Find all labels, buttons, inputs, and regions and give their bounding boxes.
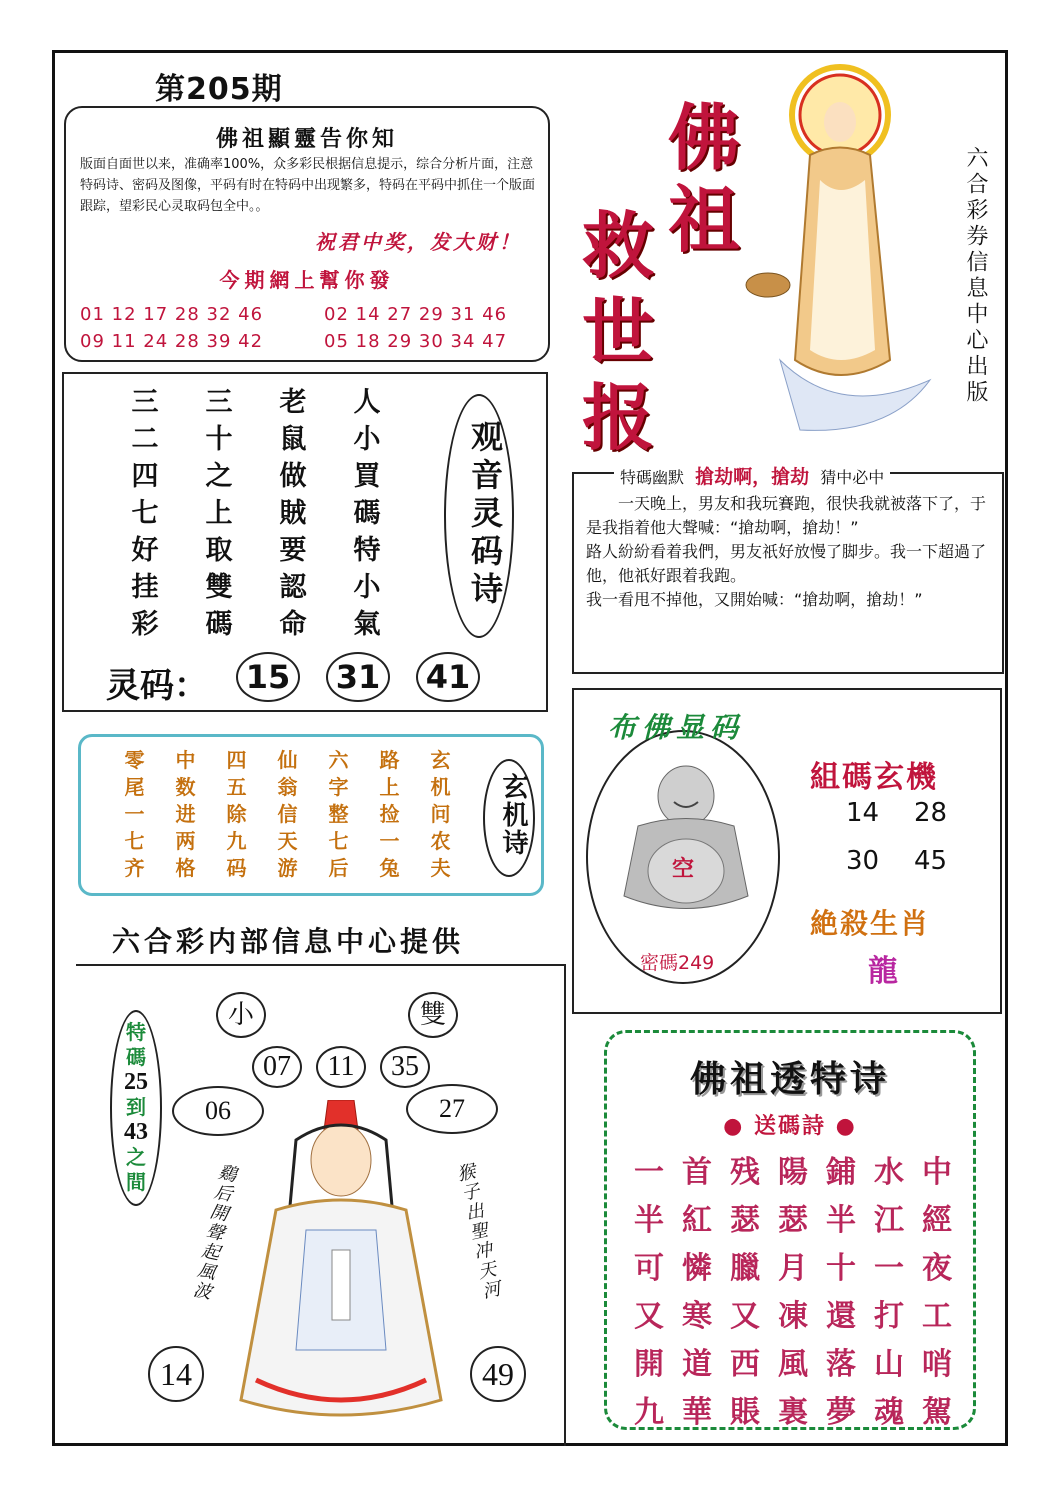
- lingma-number: 41: [416, 652, 480, 702]
- fozu-char: 哨: [922, 1347, 952, 1382]
- fozu-char: 一: [634, 1155, 664, 1190]
- poem-char: 二: [131, 424, 159, 455]
- xuanji-char: 九: [226, 829, 247, 853]
- notice-slogan: 祝君中奖，发大财！: [315, 230, 522, 254]
- publisher-vertical: 六合彩券信息中心出版: [963, 146, 988, 406]
- joke-title: 搶劫啊，搶劫: [695, 466, 810, 488]
- poem-char: 三: [131, 387, 159, 418]
- poem-char: 之: [205, 461, 233, 492]
- poem-char: 特: [353, 535, 381, 566]
- xuanji-label-oval: [483, 759, 535, 877]
- joke-header-left: 特碼幽默: [620, 468, 685, 487]
- provider-text: 六合彩内部信息中心提供: [112, 925, 465, 958]
- top-number: 35: [380, 1046, 430, 1088]
- xuanji-char: 翁: [277, 775, 298, 799]
- left-oval-number: 06: [172, 1086, 264, 1136]
- fozu-char: 又: [730, 1299, 760, 1334]
- buddha-secret-code: 密碼249: [640, 952, 715, 974]
- xuanji-char: 机: [430, 775, 451, 799]
- xuanji-char: 六: [328, 748, 349, 772]
- notice-box: [64, 106, 550, 362]
- poem-char: 三: [205, 387, 233, 418]
- combo-number: 45: [914, 846, 948, 876]
- fozu-char: 西: [730, 1347, 760, 1382]
- numbers-right-1: 02 14 27 29 31 46: [324, 304, 508, 325]
- fozu-char: 打: [874, 1299, 904, 1334]
- masthead-char-3: 救: [582, 203, 655, 288]
- guanyin-poem-label: 观音灵码诗: [466, 420, 504, 610]
- buddha-box: [572, 688, 1002, 1014]
- xuanji-char: 两: [175, 829, 196, 853]
- xuanji-poem-box: [78, 734, 544, 896]
- xuanji-char: 五: [226, 775, 247, 799]
- tema-label-1: 特碼: [126, 1020, 146, 1069]
- lingma-number: 15: [236, 652, 300, 702]
- xuanji-char: 字: [328, 775, 349, 799]
- joke-line: 一天晚上，男友和我玩賽跑，很快我就被落下了，于是我指着他大聲喊：“搶劫啊，搶劫！”: [586, 494, 987, 537]
- fozu-char: 一: [874, 1251, 904, 1286]
- xuanji-char: 七: [124, 829, 145, 853]
- fozu-poem-subtitle-row: [607, 1109, 973, 1140]
- left-corner-number: 14: [148, 1346, 204, 1402]
- fozu-char: 還: [826, 1299, 856, 1334]
- poem-char: 老: [279, 387, 307, 418]
- poem-char: 碼: [205, 609, 233, 640]
- fozu-char: 又: [634, 1299, 664, 1334]
- laughing-buddha-icon: [608, 756, 758, 916]
- xuanji-label: 玄机诗: [498, 773, 528, 857]
- xuanji-char: 格: [175, 856, 196, 880]
- fozu-char: 紅: [682, 1203, 712, 1238]
- xuanji-char: 零: [124, 748, 145, 772]
- poem-char: 彩: [131, 609, 159, 640]
- buddha-arc-text: 布佛显码: [608, 711, 745, 744]
- fozu-char: 瑟: [730, 1203, 760, 1238]
- fozu-char: 落: [826, 1347, 856, 1382]
- poem-char: 十: [205, 424, 233, 455]
- fozu-char: 風: [778, 1347, 808, 1382]
- xuanji-poem-grid: [109, 747, 466, 882]
- poem-char: 上: [205, 498, 233, 529]
- xuanji-char: 仙: [277, 748, 298, 772]
- top-number: 11: [316, 1046, 366, 1088]
- fozu-poem-grid: [625, 1149, 961, 1437]
- fozu-char: 華: [682, 1395, 712, 1430]
- guanyin-poem-grid: [108, 384, 404, 643]
- xuanji-char: 游: [277, 856, 298, 880]
- numbers-left-2: 09 11 24 28 39 42: [80, 331, 264, 352]
- xuanji-char: 四: [226, 748, 247, 772]
- combo-number: 28: [914, 798, 948, 828]
- issue-number: 第205期: [155, 72, 283, 107]
- fozu-char: 可: [634, 1251, 664, 1286]
- xuanji-char: 尾: [124, 775, 145, 799]
- fozu-char: 江: [874, 1203, 904, 1238]
- fozu-char: 憐: [682, 1251, 712, 1286]
- fozu-char: 首: [682, 1155, 712, 1190]
- combo-title: 組碼玄機: [810, 760, 938, 795]
- fozu-char: 凍: [778, 1299, 808, 1334]
- xuanji-char: 兔: [379, 856, 400, 880]
- guanyin-poem-label-oval: [444, 394, 514, 638]
- numbers-left-1: 01 12 17 28 32 46: [80, 304, 264, 325]
- poem-char: 命: [279, 609, 307, 640]
- xuanji-char: 整: [328, 802, 349, 826]
- poem-char: 取: [205, 535, 233, 566]
- xuanji-char: 问: [430, 802, 451, 826]
- poem-char: 要: [279, 535, 307, 566]
- joke-box: [572, 466, 1004, 674]
- joke-header-right: 猜中必中: [820, 468, 885, 487]
- fozu-char: 瑟: [778, 1203, 808, 1238]
- fozu-char: 賬: [730, 1395, 760, 1430]
- fozu-char: 中: [922, 1155, 952, 1190]
- poem-char: 七: [131, 498, 159, 529]
- fozu-poem-box: [604, 1030, 976, 1430]
- xuanji-char: 中: [175, 748, 196, 772]
- masthead-char-1: 佛: [668, 95, 741, 180]
- xuanji-char: 上: [379, 775, 400, 799]
- xuanji-char: 天: [277, 829, 298, 853]
- poem-char: 小: [353, 424, 381, 455]
- top-number: 07: [252, 1046, 302, 1088]
- notice-subtitle: 今期網上幫你發: [219, 268, 395, 292]
- kill-zodiac-value: 龍: [868, 954, 898, 989]
- lingma-number: 31: [326, 652, 390, 702]
- xuanji-char: 夫: [430, 856, 451, 880]
- notice-title: 佛祖顯靈告你知: [215, 127, 398, 152]
- fozu-char: 夜: [922, 1251, 952, 1286]
- fozu-char: 魂: [874, 1395, 904, 1430]
- tema-to: 到: [126, 1095, 146, 1119]
- bottom-section: [76, 964, 566, 1446]
- fozu-char: 夢: [826, 1395, 856, 1430]
- xuanji-char: 一: [124, 802, 145, 826]
- tema-range-oval: [110, 1010, 162, 1206]
- fozu-char: 臘: [730, 1251, 760, 1286]
- poem-char: 認: [279, 572, 307, 603]
- joke-body: [586, 492, 996, 612]
- tema-end: 43: [124, 1119, 148, 1145]
- bullet-icon: ●: [723, 1114, 745, 1139]
- poem-char: 小: [353, 572, 381, 603]
- poem-char: 好: [131, 535, 159, 566]
- joke-line: 我一看甩不掉他，又開始喊：“搶劫啊，搶劫！”: [586, 590, 923, 609]
- numbers-right-2: 05 18 29 30 34 47: [324, 331, 508, 352]
- buddha-center-char: 空: [672, 857, 695, 882]
- combo-number: 14: [846, 798, 880, 828]
- masthead-char-4: 世: [582, 289, 655, 374]
- poem-char: 挂: [131, 572, 159, 603]
- poem-char: 氣: [353, 609, 381, 640]
- poem-char: 做: [279, 461, 307, 492]
- xuanji-char: 齐: [124, 856, 145, 880]
- fozu-char: 鋪: [826, 1155, 856, 1190]
- fozu-char: 九: [634, 1395, 664, 1430]
- xuanji-char: 码: [226, 856, 247, 880]
- lingma-label: 灵码：: [106, 666, 208, 706]
- joke-header: [614, 462, 890, 489]
- fozu-char: 陽: [778, 1155, 808, 1190]
- right-verse: 猴子出聖冲天河: [452, 1161, 503, 1303]
- poem-char: 鼠: [279, 424, 307, 455]
- fozu-char: 山: [874, 1347, 904, 1382]
- fozu-char: 残: [730, 1155, 760, 1190]
- xuanji-char: 路: [379, 748, 400, 772]
- bullet-icon: ●: [835, 1114, 857, 1139]
- fozu-char: 月: [778, 1251, 808, 1286]
- xuanji-char: 农: [430, 829, 451, 853]
- fozu-char: 道: [682, 1347, 712, 1382]
- xuanji-char: 七: [328, 829, 349, 853]
- poem-char: 雙: [205, 572, 233, 603]
- combo-number: 30: [846, 846, 880, 876]
- xuanji-char: 数: [175, 775, 196, 799]
- masthead-char-5: 报: [582, 375, 655, 460]
- xuanji-char: 信: [277, 802, 298, 826]
- masthead-char-2: 祖: [668, 177, 741, 262]
- fozu-char: 經: [922, 1203, 952, 1238]
- poem-char: 賊: [279, 498, 307, 529]
- poem-char: 買: [353, 461, 381, 492]
- fozu-char: 十: [826, 1251, 856, 1286]
- guanyin-standing-illustration: [740, 60, 950, 450]
- guanyin-poem-box: [62, 372, 548, 712]
- small-label: 小: [216, 992, 266, 1038]
- xuanji-char: 捡: [379, 802, 400, 826]
- poem-char: 人: [353, 387, 381, 418]
- tema-label-2: 之間: [126, 1145, 146, 1194]
- double-label: 雙: [408, 992, 458, 1038]
- fozu-char: 駕: [922, 1395, 952, 1430]
- fozu-char: 寒: [682, 1299, 712, 1334]
- right-oval-number: 27: [406, 1084, 498, 1134]
- poem-char: 碼: [353, 498, 381, 529]
- left-verse: 鷄后開聲起風波: [188, 1161, 239, 1303]
- notice-body: 版面自面世以来，准确率100%，众多彩民根据信息提示，综合分析片面，注意特码诗、密码及图像，平码有时在特码中出现繁多，特码在平码中抓住一个版面跟踪，望彩民心灵取码包全中。。: [80, 157, 536, 214]
- fozu-char: 半: [634, 1203, 664, 1238]
- fozu-poem-subtitle: 送碼詩: [753, 1114, 826, 1139]
- kill-zodiac-title: 絶殺生肖: [810, 907, 931, 940]
- xuanji-char: 除: [226, 802, 247, 826]
- right-corner-number: 49: [470, 1346, 526, 1402]
- joke-line: 路人紛紛看着我們，男友祇好放慢了脚步。我一下超過了他，他祇好跟着我跑。: [586, 542, 987, 585]
- xuanji-char: 一: [379, 829, 400, 853]
- xuanji-char: 后: [328, 856, 349, 880]
- guanyin-seated-illustration: [236, 1100, 446, 1424]
- poem-char: 四: [131, 461, 159, 492]
- xuanji-char: 玄: [430, 748, 451, 772]
- fozu-char: 水: [874, 1155, 904, 1190]
- fozu-char: 工: [922, 1299, 952, 1334]
- fozu-poem-title: 佛祖透特诗: [689, 1058, 890, 1100]
- fozu-char: 半: [826, 1203, 856, 1238]
- xuanji-char: 进: [175, 802, 196, 826]
- tema-start: 25: [124, 1069, 148, 1095]
- fozu-char: 裏: [778, 1395, 808, 1430]
- fozu-char: 開: [634, 1347, 664, 1382]
